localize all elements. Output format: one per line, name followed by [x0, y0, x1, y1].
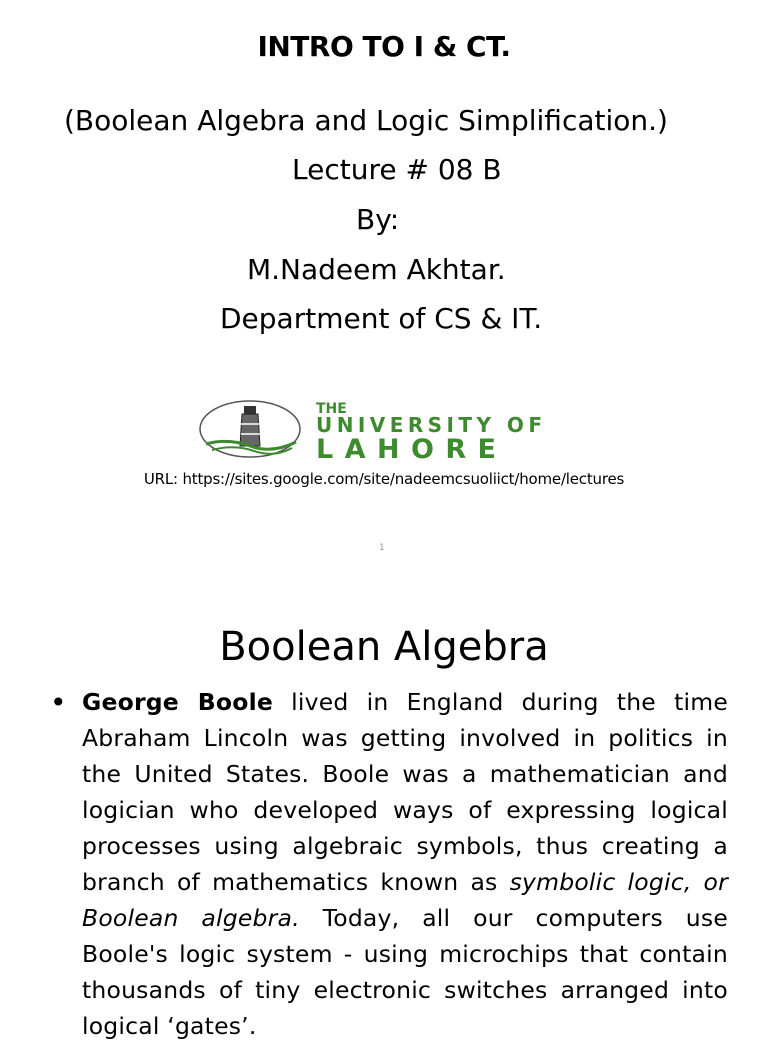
bullet-icon: • — [50, 686, 67, 719]
author-name: M.Nadeem Akhtar. — [247, 253, 506, 286]
page-number: 1 — [379, 543, 385, 553]
university-lighthouse-logo-icon — [200, 401, 300, 457]
department-name: Department of CS & IT. — [220, 302, 543, 335]
bullet-italic-term: symbolic logic, or Boolean algebra. — [82, 868, 728, 932]
bullet-bold-name: George Boole — [82, 688, 273, 716]
lecture-url[interactable]: URL: https://sites.google.com/site/nadeemcsuoliict/home/lectures — [143, 470, 625, 488]
bullet-paragraph — [82, 684, 728, 1044]
logo-line-lahore: LAHORE — [316, 434, 496, 465]
course-title: INTRO TO I & CT. — [257, 30, 511, 63]
slide-title: Boolean Algebra — [219, 624, 549, 670]
university-logo — [198, 396, 548, 465]
content-slide — [0, 580, 768, 1040]
bullet-text-part1: lived in England during the time Abraham Lincoln was getting involved in politics in the United States. Boole was a mathematician and logician who developed ways of expressing logical processes using algebraic symbols, thus creating a branch of mathematics known as — [82, 688, 729, 896]
logo-line-university: UNIVERSITY OF — [316, 413, 542, 437]
by-label: By: — [356, 203, 400, 236]
bullet-text-part2: Today, all our computers use Boole's logic system - using microchips that contain thousands of tiny electronic switches arranged into logical ‘gates’. — [82, 904, 728, 1040]
lecture-subtitle: (Boolean Algebra and Logic Simplification.) — [64, 104, 668, 137]
lecture-number: Lecture # 08 B — [292, 153, 502, 186]
logo-line-the: THE — [316, 401, 347, 417]
